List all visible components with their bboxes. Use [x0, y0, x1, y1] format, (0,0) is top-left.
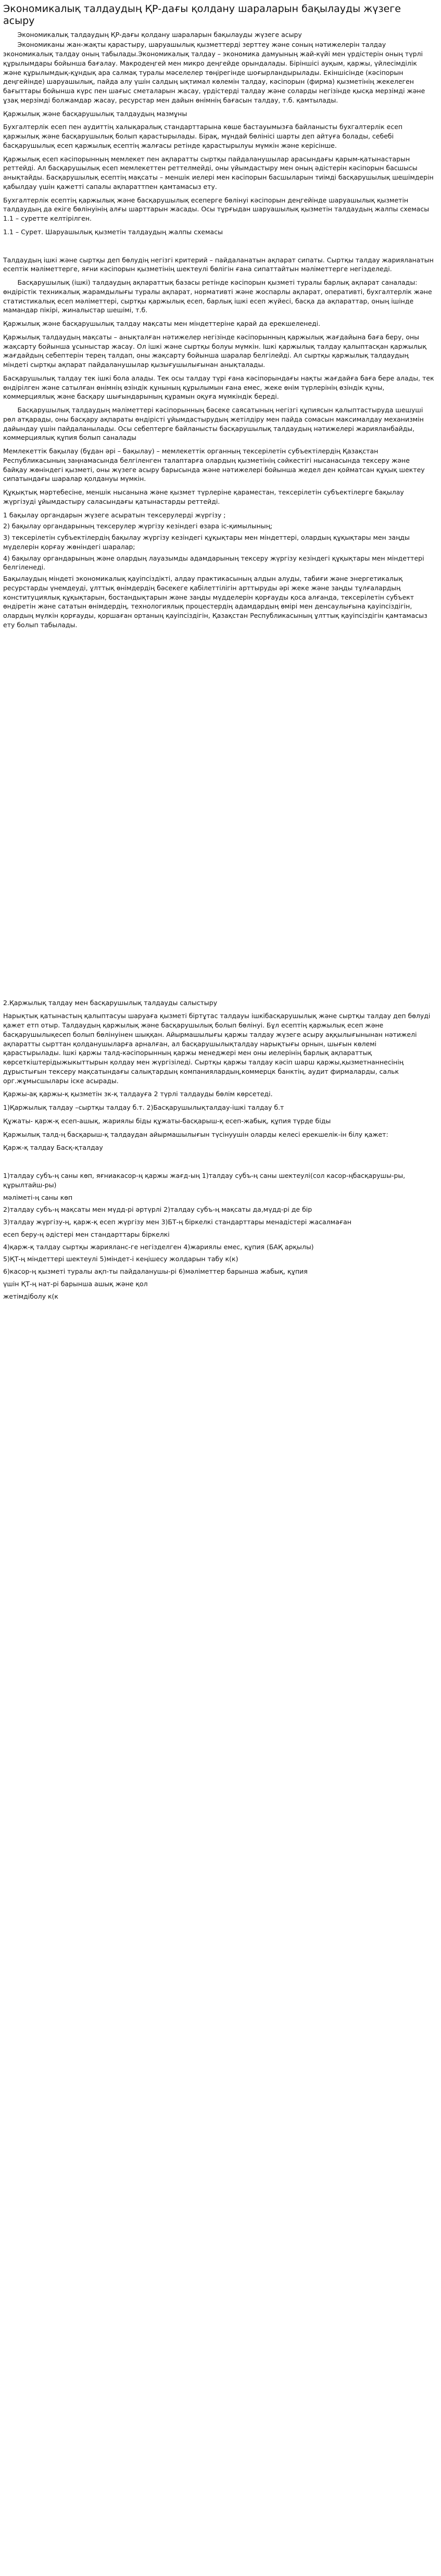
- paragraph: Басқарушылық талдау тек ішкі бола алады. Тек осы талдау түрі ғана кәсіпорындағы нақты жағдайға баға бере алады, тек өндірілген және сатылған өнімнің өзіндік құнының құрылымын ғана емес, жеке өнім түрлерінің өзіндік құны, коммерциялық және басқару шығындарының құрамын оқуға мүмкіндік береді.: [3, 374, 434, 401]
- paragraph: Бухгалтерлік есептің қаржылық және басқарушылық есеперге бөлінуі кәсіпорын деңгейінде шаруашылық қызметін талдаудың да екіге бөлінуінің алғы шарттарын жасады. Осы тұрғыдан шаруашылық қызметін талдаудың жалпы схемасы 1.1 – суретте келтірілген.: [3, 196, 430, 223]
- paragraph: Қаржы-ақ қаржы-қ қызметін зк-қ талдауға 2 түрлі талдауды бөлім көрсетеді.: [3, 1090, 273, 1098]
- section-intro: [3, 40, 435, 236]
- paragraph: Қаржылық талд-ң басқарыш-қ талдаудан айырмашылығын түсінуушін оларды келесі ерекшелік-ін білу қажет:: [3, 1130, 388, 1138]
- paragraph: Экономиканы жан-жақты қарастыру, шаруашылық қызметтерді зерттеу және соның нәтижелерін талдау экономикалық талдау оның табылады.Экономикалық талдау – экономика дамуының жай-күйі мен үрдістерін оның түрлі құрылымдары бойынша бағалау. Макродеңгей мен микро деңгейде орындалады. Біріншісі ауқым, қаржы, үйлесімділік және құрылымдық-құндық ара салмақ туралы мәселелер төңірегінде шоғырландырылады. Екіншісінде (кәсіпорын деңгейінде) шаруашылық, пайда алу үшін салдың ықтимал көлемін талдау, кәсіпорын (фирма) қызметінің жекелеген бағыттары бойынша күрс пен шағыс сметаларын жасау, үрдістерді талдау және соларды негізінде қысқа мерзімді және ұзақ мерзімді болжамдар жасау, ресурстар мен дайын өнімнің бағасын талдау, т.б. қамтылады.: [3, 41, 425, 104]
- figure-caption: 1.1 – Сурет. Шаруашылық қызметін талдаудың жалпы схемасы: [3, 227, 223, 236]
- list-item: 1)талдау субъ-ң саны көп, яғниакасор-ң қаржы жағд-ың 1)талдау субъ-ң саны шектеулі(сол касор-ңбасқарушы-ры, құрылтайш-ры): [3, 1172, 406, 1189]
- comparison-list: [3, 1171, 435, 1301]
- document-title: Экономикалық талдаудың ҚР-дағы қолдану шараларын бақылауды жүзеге асыру: [3, 3, 401, 27]
- list-item: 6)касор-ң қызметі туралы ақп-ты пайдаланушы-рі 6)мәліметтер барынша жабық, құпия: [3, 1267, 308, 1276]
- paragraph: Басқарушылық талдаудың мәліметтері кәсіпорынның бәсеке саясатының негізгі құпиясын қалыптастыруда шешуші рөл атқарады, оны басқару ақпараты өндірісті ұйымдастырудың жетілдіру мен пайда сомасын максималдау механизмін дайындау үшін пайдаланылады. Осы себептерге байланысты басқарушылық талдаудың нәтижелері жарияланбайды, коммерциялық құпия болып саналады: [3, 406, 424, 442]
- list-item: 4) бақылау органдарының және олардың лауазымды адамдарының тексеру жүргізу кезіндегі құқықтары мен міндеттері белгіленеді.: [3, 554, 424, 572]
- paragraph: Бухгалтерлік есеп пен аудиттің халықаралық стандарттарына көше бастауымызға байланысты бухгалтерлік есеп қаржылық және басқарушылық болып қарастырылады. Бірақ, мұндай бөлінісі шарты деп айтуға болады, себебі басқарушылық есеп қаржылық есептің жалғасы ретінде қарастырылуы мүмкін және керісінше.: [3, 123, 403, 149]
- paragraph: Қаржылық және басқарушылық талдау мақсаты мен міндеттеріне қарай да ерекшеленеді.: [3, 320, 321, 328]
- list-item: 3) тексерілетін субъектілердің бақылау жүргізу кезіндегі құқықтары мен міндеттері, олардың құқықтары мен заңды мүделерін қорғау жөніндегі шаралар;: [3, 534, 410, 551]
- list-item: 2)талдау субъ-ң мақсаты мен мүдд-рі әртүрлі 2)талдау субъ-ң мақсаты да,мүдд-рі де бір: [3, 1205, 312, 1214]
- list-item: есеп беру-ң әдістері мен стандарттары біркелкі: [3, 1230, 170, 1238]
- paragraph-heading: Қаржылық және басқарушылық талдаудың мазмұны: [3, 109, 187, 118]
- paragraph: Мемлекеттік бақылау (бұдан әрі – бақылау) – мемлекеттік органның тексерілетін субъектілердің Қазақстан Республикасының заңнамасында белгіленген талаптарға олардың қызметінің сәйкестігі нысанасында тексеру және байқау жөніндегі қызметі, оны жүзеге асыру барысында және нәтижелері бойынша жедел ден қойматсан құқық шектеу сипатындағы шаралар қолдануы мүмкін.: [3, 447, 425, 483]
- comparison-header: Қарж-қ талдау Басқ-қталдау: [3, 1144, 103, 1152]
- paragraph: 1)Қаржылық талдау –сыртқы талдау б.т. 2)Басқарушылықталдау-ішкі талдау б.т: [3, 1103, 284, 1112]
- paragraph: Құқықтық мәртебесіне, меншік нысанына және қызмет түрлеріне қараместан, тексерілетін субъектілерге бақылау жүргізуді ұйымдастыру саласындағы қатынастарды реттейді.: [3, 488, 404, 505]
- paragraph: Нарықтық қатынастың қалыптасуы шаруаға қызметі біртұтас талдауы ішкібасқарушылық және сыртқы талдау деп бөлуді қажет етп отыр. Талдаудың қаржылық және басқарушылық болып бөлінуі. Бұл есептің қаржылық есеп және басқарушылықесеп болып бөлінуінен шыққан. Айырмашылығы қаржы талдау жүзеге асыру аққылығынынан нәтижелі ақпаратты сырттан қолданушыларға арналған, ал басқарушылықталдау нарықтығы орнын, шығын көлемі қарастырылады. Ішкі қаржы талд-кәсіпорынның қаржы менеджері мен оны иелерінің барлық ақпараттық көрсеткіштерідыжыкыттырын қолдау мен жүргізіледі. Сыртқы қаржы талдау кәсіп шарш қаржы,қызметнаннесінің дұрыстығын тексеру мақсатындағы салықтардың компаниялардың,коммерцк банктің, аудит фирмаларды, сальк орг.жұмысшылары іске асырады.: [3, 1012, 431, 1085]
- paragraph: Қаржылық есеп кәсіпорынның мемлекет пен ақпаратты сыртқы пайдаланушылар арасындағы қарым-қатынастарын реттейді. Ал басқарушылық есеп мемлекеттен реттелмейді, оны үйымдастыру мен оның әдістерін кәсіпорын басшысы анықтайды. Басқарушылық есептің мақсаты – меншік иелері мен кәсіпорын басшыларын тиімді басқарушылық шешімдерін қабылдау үшін қажетті сапалы ақпараттпен қамтамасыз ету.: [3, 155, 434, 191]
- list-item: жетімдіболу к(к: [3, 1292, 58, 1300]
- paragraph: Құжаты- қарж-қ есеп-ашық, жариялы біды құжаты-басқарыш-қ есеп-жабық, құпия түрде біды: [3, 1116, 331, 1125]
- section-analysis: [3, 256, 435, 630]
- control-list: [3, 511, 435, 573]
- figure-placeholder: [3, 241, 435, 256]
- section-comparison: [3, 998, 435, 1153]
- list-item: үшін ҚТ-ң нат-рі барынша ашық және қол: [3, 1279, 148, 1288]
- document-subtitle: Экономикалық талдаудың ҚР-дағы қолдану шараларын бақылауды жүзеге асыру: [17, 30, 302, 39]
- blank-space: [3, 634, 435, 998]
- list-item: 1 бақылау органдарын жүзеге асыратын тексерулерді жүргізу ;: [3, 511, 226, 519]
- section-title: 2.Қаржылық талдау мен басқарушылық талдауды салыстыру: [3, 998, 218, 1007]
- paragraph: Қаржылық талдаудың мақсаты – анықталған нәтижелер негізінде кәсіпорынның қаржылық жағдайына баға беру, оны жақсарту бойынша ұсыныстар жасау. Ол ішкі және сыртқы болуы мүмкін. Ішкі қаржылық талдау қалыптасқан қаржылық жағдайдың себептерін терең талдап, оны жақсарту бойынша шаралар белгілейді. Ал сыртқы қаржылық талдаудың міндеті сыртқы ақпарат пайдаланушылар қызығушылығынан анықталады.: [3, 333, 427, 369]
- list-item: мәліметі-ң саны көп: [3, 1193, 73, 1201]
- list-item: 2) бақылау органдарының тексерулер жүргізу кезіндегі өзара іс-қимылының;: [3, 522, 273, 530]
- paragraph: Талдаудың ішкі және сыртқы деп бөлудің негізгі критерий – пайдаланатын ақпарат сипаты. Сыртқы талдау жарияланатын есептік мәліметтерге, яғни кәсіпорын қызметінің шектеулі бөлігін ғана сипаттайтын мәліметтерге негізделеді.: [3, 256, 434, 273]
- list-item: 4)қарж-қ талдау сыртқы жарияланс-ге негізделген 4)жариялы емес, құпия (БАҚ арқылы): [3, 1242, 314, 1251]
- list-item: 3)талдау жүргізу-ң, қарж-қ есеп жүргізу мен 3)БТ-ң біркелкі стандарттары менадістері жасалмаған: [3, 1218, 351, 1226]
- paragraph: Бақылаудың міндеті экономикалық қауіпсіздікті, алдау практикасының алдын алуды, табиғи және энергетикалық ресурстарды үнемдеуді, ұлттық өнімдердің бәсекеге қабілеттілігін арттыруды әрі жеке және заңды тұлғалардың конституциялық құқықтарын, бостандықтарын және заңды мүдделерін қорғауды қоса алғанда, тексерілетін субъект өндіретін және сататын өнімдердің, технологиялық процестердің адамдардың өмірі мен денсаулығына қауіпсіздігін, олардың мүлкін қорғауды, қоршаған ортаның қауіпсіздігін, Қазақстан Республикасының ұлттық қауіпсіздігін қамтамасыз ету болып табылады.: [3, 575, 427, 629]
- list-item: 5)ҚТ-ң міндеттері шектеулі 5)міндет-і кеңішесу жолдарын табу к(к): [3, 1255, 238, 1263]
- blank-space: [3, 1157, 435, 1171]
- paragraph: Басқарушылық (ішкі) талдаудың ақпараттық базасы ретінде кәсіпорын қызметі туралы барлық ақпарат саналады: өндірістік техникалық жарамдылығы туралы ақпарат, нормативті және жоспарлы ақпарат, оперативті, бухгалтерлік және статистикалық есеп мәліметтері, сыртқы қаржылық есеп, барлық ішкі есеп жүйесі, басқа да ақпараттар, оның ішінде мамандар пікірі, жиналыстар шешімі, т.б.: [3, 278, 432, 314]
